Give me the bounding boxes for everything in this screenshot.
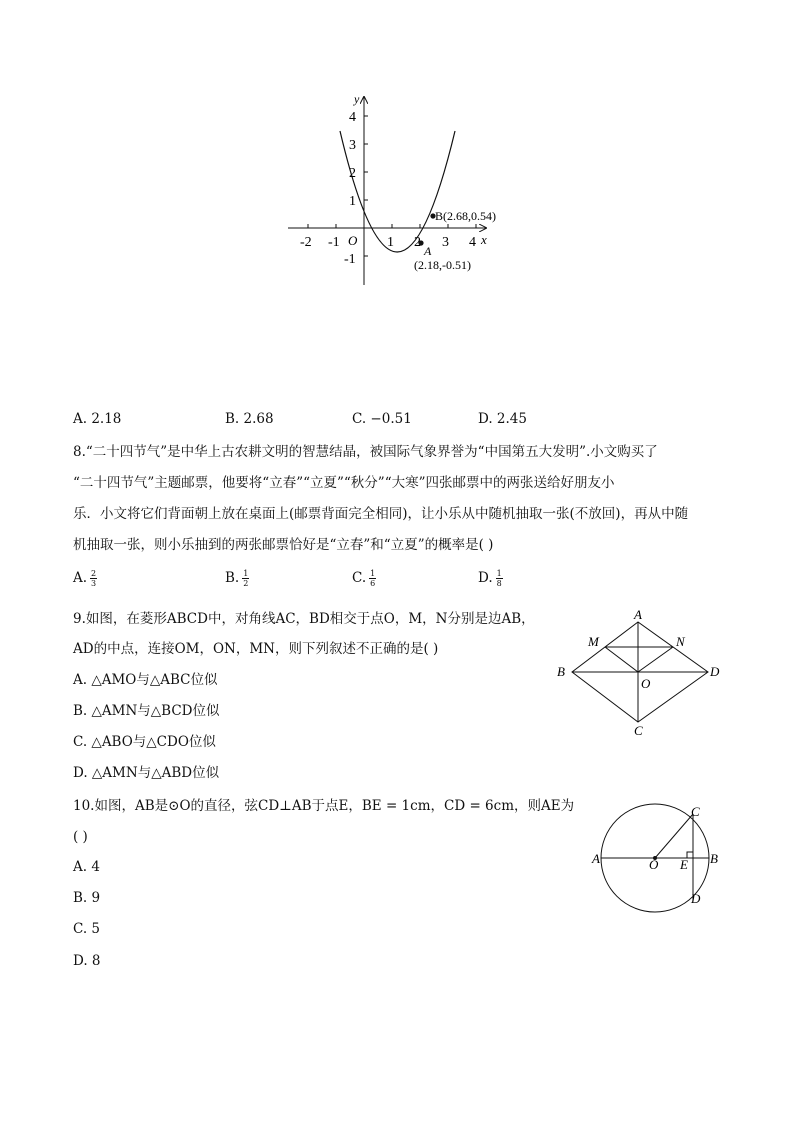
svg-text:2: 2: [414, 235, 421, 250]
circle-label-o: O: [649, 857, 659, 872]
q9-option-c[interactable]: C. △ABO与△CDO位似: [73, 734, 216, 750]
svg-text:-1: -1: [344, 252, 356, 267]
svg-text:3: 3: [349, 138, 356, 153]
point-a-coords: (2.18,-0.51): [414, 258, 471, 272]
circle-label-b: B: [710, 851, 718, 866]
svg-text:3: 3: [442, 235, 449, 250]
circle-label-d: D: [691, 891, 701, 906]
q7-option-a[interactable]: A. 2.18: [73, 411, 122, 427]
q8-line-1: 8.“二十四节气”是中华上古农耕文明的智慧结晶，被国际气象界誉为“中国第五大发明”.小文购买了: [73, 444, 658, 460]
rhombus-label-d: D: [710, 664, 720, 679]
q10-line-1: 10.如图，AB是⊙O的直径，弦CD⊥AB于点E，BE = 1cm，CD = 6cm，则AE为: [73, 798, 575, 814]
q9-line-1: 9.如图，在菱形ABCD中，对角线AC，BD相交于点O，M，N分别是边AB，: [73, 611, 535, 627]
rhombus-label-n: N: [676, 634, 685, 649]
rhombus-label-b: B: [557, 664, 565, 679]
svg-text:1: 1: [387, 235, 394, 250]
rhombus-figure: [550, 608, 730, 738]
q8-option-b[interactable]: B. $\frac{1}{2}$: [225, 569, 249, 588]
svg-text:-1: -1: [328, 235, 340, 250]
rhombus-label-a: A: [634, 608, 642, 622]
q7-option-c[interactable]: C. −0.51: [352, 411, 412, 427]
rhombus-label-c: C: [634, 723, 643, 738]
q8-line-2: “二十四节气”主题邮票，他要将“立春”“立夏”“秋分”“大寒”四张邮票中的两张送给好朋友小: [73, 475, 615, 491]
svg-text:-2: -2: [300, 235, 312, 250]
q10-line-2: ( ): [73, 829, 88, 845]
circle-label-a: A: [592, 851, 600, 866]
x-axis-label: x: [481, 232, 487, 247]
point-b-label: B(2.68,0.54): [435, 209, 496, 223]
q9-option-b[interactable]: B. △AMN与△BCD位似: [73, 703, 220, 719]
q10-option-d[interactable]: D. 8: [73, 953, 101, 969]
rhombus-label-m: M: [588, 634, 599, 649]
q8-option-d[interactable]: D. $\frac{1}{8}$: [478, 569, 502, 588]
q9-option-d[interactable]: D. △AMN与△ABD位似: [73, 765, 220, 781]
q9-line-2: AD的中点，连接OM，ON，MN，则下列叙述不正确的是( ): [73, 641, 439, 657]
q8-line-4: 机抽取一张，则小乐抽到的两张邮票恰好是“立春”和“立夏”的概率是( ): [73, 537, 494, 553]
circle-figure: [586, 800, 726, 915]
q10-option-a[interactable]: A. 4: [73, 859, 100, 875]
point-a-name: A: [424, 244, 432, 258]
svg-text:4: 4: [349, 110, 356, 125]
rhombus-label-o: O: [641, 676, 651, 691]
circle-label-e: E: [680, 857, 688, 872]
q7-option-b[interactable]: B. 2.68: [225, 411, 274, 427]
svg-text:4: 4: [469, 235, 476, 250]
q8-line-3: 乐．小文将它们背面朝上放在桌面上(邮票背面完全相同)，让小乐从中随机抽取一张(不放回)，再从中随: [73, 506, 689, 522]
y-axis-label: y: [354, 92, 360, 106]
q8-option-c[interactable]: C. $\frac{1}{6}$: [352, 569, 376, 588]
q8-option-a[interactable]: A. $\frac{2}{3}$: [73, 569, 97, 588]
x-tick-labels: [300, 235, 476, 250]
q9-option-a[interactable]: A. △AMO与△ABC位似: [73, 672, 218, 688]
q10-option-b[interactable]: B. 9: [73, 890, 101, 906]
circle-label-c: C: [691, 804, 700, 819]
q10-option-c[interactable]: C. 5: [73, 921, 101, 937]
parabola-graph: [280, 85, 510, 295]
origin-label: O: [348, 233, 358, 248]
svg-text:1: 1: [349, 194, 356, 209]
q7-option-d[interactable]: D. 2.45: [478, 411, 527, 427]
svg-text:2: 2: [349, 166, 356, 181]
